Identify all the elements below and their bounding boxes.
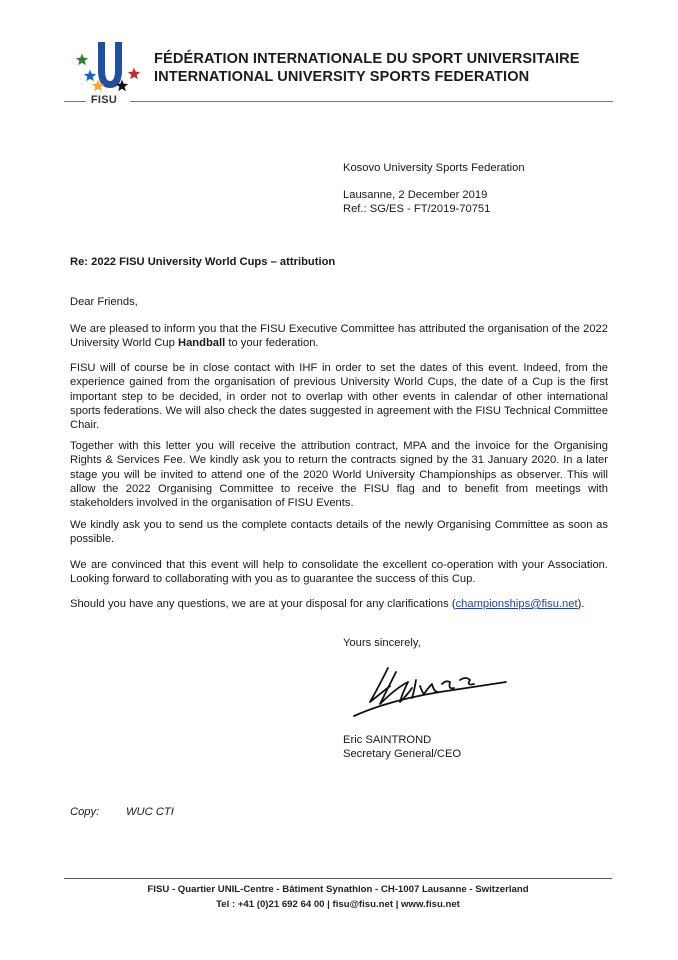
- paragraph-3: Together with this letter you will receive the attribution contract, MPA and the invoice for the Organising Rights & Services Fee. We kindly ask you to return the contracts signed by the 31 January 2020. In a later stage you will be invited to attend one of the 2020 World University Championships as observer. This will allow the 2022 Organising Committee to receive the FISU flag and to benefit from meetings with stakeholders involved in the organisation of FISU Events.: [70, 440, 608, 510]
- paragraph-6-text-end: ).: [577, 598, 585, 610]
- star-red-icon: [128, 68, 140, 80]
- federation-name-fr: FÉDÉRATION INTERNATIONALE DU SPORT UNIVERSITAIRE: [154, 51, 580, 67]
- star-blue-icon: [84, 70, 96, 82]
- paragraph-1-text-end: to your federation.: [225, 337, 319, 350]
- closing: Yours sincerely,: [343, 637, 421, 649]
- footer-contact: Tel : +41 (0)21 692 64 00 | fisu@fisu.net | www.fisu.net: [216, 899, 460, 910]
- paragraph-5: We are convinced that this event will help to consolidate the excellent co-operation with your Association. Looking forward to collaborating with you as to guarantee the success of this Cup.: [70, 559, 608, 586]
- footer-address: FISU - Quartier UNIL-Centre - Bâtiment Synathlon - CH-1007 Lausanne - Switzerland: [147, 884, 529, 895]
- paragraph-1: [70, 322, 608, 351]
- recipient: Kosovo University Sports Federation: [343, 162, 525, 174]
- paragraph-6-text-start: Should you have any questions, we are at your disposal for any clarifications (: [70, 598, 456, 610]
- salutation: Dear Friends,: [70, 296, 138, 308]
- federation-name: [154, 50, 580, 86]
- header-divider-left: [64, 101, 86, 102]
- copy-recipients: WUC CTI: [126, 806, 174, 818]
- header-divider: [130, 101, 613, 102]
- place-date: Lausanne, 2 December 2019: [343, 189, 488, 201]
- footer-divider: [64, 878, 612, 879]
- signature-image: [350, 658, 510, 720]
- paragraph-2: FISU will of course be in close contact with IHF in order to set the dates of this event. Indeed, from the experience gained from the organisation of previous University World Cups, the date of a Cup is the first important step to be decided, in order not to overlap with other events in calendar of other international sports federations. We will also check the dates suggested in agreement with the FISU Technical Committee Chair.: [70, 362, 608, 432]
- paragraph-1-text-start: We are pleased to inform you that the FISU Executive Committee has attributed the organisation of the 2022 University World Cup: [70, 323, 608, 350]
- contact-email-link[interactable]: championships@fisu.net: [455, 598, 578, 610]
- signer-title: Secretary General/CEO: [343, 748, 462, 760]
- copy-label: Copy:: [70, 806, 100, 818]
- federation-name-en: INTERNATIONAL UNIVERSITY SPORTS FEDERATION: [154, 69, 530, 85]
- star-green-icon: [76, 54, 88, 66]
- signer-name: Eric SAINTROND: [343, 734, 432, 746]
- subject-line: Re: 2022 FISU University World Cups – attribution: [70, 256, 336, 268]
- logo-text: FISU: [90, 94, 118, 106]
- sport-name: Handball: [177, 337, 226, 350]
- paragraph-6: [70, 597, 608, 611]
- reference: Ref.: SG/ES - FT/2019-70751: [343, 203, 491, 215]
- paragraph-4: We kindly ask you to send us the complete contacts details of the newly Organising Committee as soon as possible.: [70, 519, 608, 546]
